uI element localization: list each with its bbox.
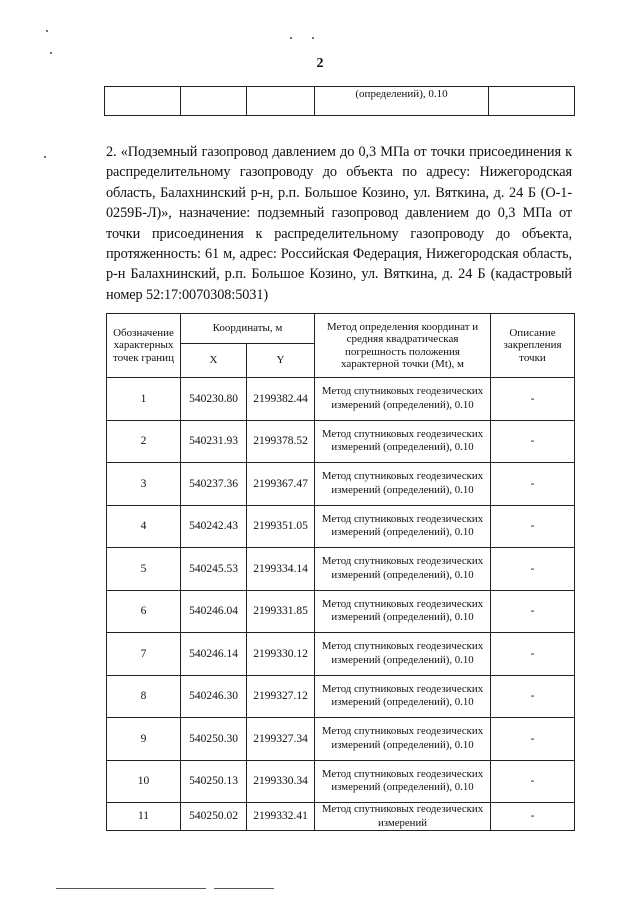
y-cell: 2199351.05 (247, 505, 315, 548)
table-row (107, 463, 575, 506)
header-point: Обозначение характерных точек границ (107, 314, 181, 378)
description-cell: - (491, 803, 575, 831)
description-cell: - (491, 590, 575, 633)
coordinates-table (106, 313, 575, 831)
point-cell: 11 (107, 803, 181, 831)
x-cell: 540231.93 (181, 420, 247, 463)
continuation-cell-description (489, 87, 575, 116)
page-number: 2 (316, 56, 324, 71)
description-cell: - (491, 463, 575, 506)
y-cell: 2199327.34 (247, 718, 315, 761)
scan-speck (50, 52, 52, 54)
point-cell: 4 (107, 505, 181, 548)
table-row (107, 803, 575, 831)
point-cell: 6 (107, 590, 181, 633)
method-cell: Метод спутниковых геодезических измерений (определений), 0.10 (315, 633, 491, 676)
table-row (107, 590, 575, 633)
x-cell: 540246.30 (181, 675, 247, 718)
y-cell: 2199382.44 (247, 378, 315, 421)
x-cell: 540246.14 (181, 633, 247, 676)
table-row (107, 675, 575, 718)
table-row (107, 505, 575, 548)
table-row (107, 548, 575, 591)
scan-speck (46, 30, 48, 32)
continuation-cell-x (181, 87, 247, 116)
y-cell: 2199327.12 (247, 675, 315, 718)
y-cell: 2199378.52 (247, 420, 315, 463)
scan-speck (44, 156, 46, 158)
header-coords: Координаты, м (181, 314, 315, 344)
point-cell: 8 (107, 675, 181, 718)
description-cell: - (491, 548, 575, 591)
header-method: Метод определения координат и средняя квадратическая погрешность положения характерной точки (Mt), м (315, 314, 491, 378)
method-cell: Метод спутниковых геодезических измерений (определений), 0.10 (315, 463, 491, 506)
x-cell: 540245.53 (181, 548, 247, 591)
header-y: Y (247, 344, 315, 378)
method-cell: Метод спутниковых геодезических измерений (определений), 0.10 (315, 505, 491, 548)
point-cell: 5 (107, 548, 181, 591)
scan-speck (312, 37, 314, 39)
point-cell: 10 (107, 760, 181, 803)
y-cell: 2199332.41 (247, 803, 315, 831)
footer-line (214, 888, 274, 889)
header-description: Описание закрепления точки (491, 314, 575, 378)
method-cell: Метод спутниковых геодезических измерений (определений), 0.10 (315, 590, 491, 633)
point-cell: 3 (107, 463, 181, 506)
x-cell: 540242.43 (181, 505, 247, 548)
header-x: X (181, 344, 247, 378)
x-cell: 540250.02 (181, 803, 247, 831)
method-cell: Метод спутниковых геодезических измерений (определений), 0.10 (315, 718, 491, 761)
y-cell: 2199367.47 (247, 463, 315, 506)
description-cell: - (491, 760, 575, 803)
table-row (107, 718, 575, 761)
point-cell: 1 (107, 378, 181, 421)
table-row (107, 633, 575, 676)
description-cell: - (491, 420, 575, 463)
y-cell: 2199330.34 (247, 760, 315, 803)
footer-line (56, 888, 206, 889)
description-cell: - (491, 505, 575, 548)
method-cell: Метод спутниковых геодезических измерений (определений), 0.10 (315, 760, 491, 803)
point-cell: 2 (107, 420, 181, 463)
continuation-row (105, 87, 575, 116)
point-cell: 7 (107, 633, 181, 676)
method-cell: Метод спутниковых геодезических измерений (определений), 0.10 (315, 548, 491, 591)
table-row (107, 420, 575, 463)
method-cell: Метод спутниковых геодезических измерений (315, 803, 491, 831)
method-cell: Метод спутниковых геодезических измерений (определений), 0.10 (315, 675, 491, 718)
y-cell: 2199331.85 (247, 590, 315, 633)
x-cell: 540237.36 (181, 463, 247, 506)
continuation-cell-point (105, 87, 181, 116)
y-cell: 2199334.14 (247, 548, 315, 591)
object-description-paragraph: 2. «Подземный газопровод давлением до 0,3 МПа от точки присоединения к распределительному газопроводу до объекта по адресу: Нижегородская область, Балахнинский р-н, р.п. Большое Козино, ул. Вяткина, д. 24 Б (О-1-0259Б-Л)», назначение: подземный газопровод давлением до 0,3 МПа от точки присоединения к распределительному газопроводу до объекта, протяженность: 61 м, адрес: Российская Федерация, Нижегородская область, р-н Балахнинский, р.п. Большое Козино, ул. Вяткина, д. 24 Б (кадастровый номер 52:17:0070308:5031) (106, 144, 572, 303)
description-cell: - (491, 633, 575, 676)
method-cell: Метод спутниковых геодезических измерений (определений), 0.10 (315, 378, 491, 421)
table-row (107, 760, 575, 803)
method-cell: Метод спутниковых геодезических измерений (определений), 0.10 (315, 420, 491, 463)
scan-speck (290, 37, 292, 39)
x-cell: 540246.04 (181, 590, 247, 633)
y-cell: 2199330.12 (247, 633, 315, 676)
description-cell: - (491, 378, 575, 421)
x-cell: 540250.13 (181, 760, 247, 803)
point-cell: 9 (107, 718, 181, 761)
table-row (107, 378, 575, 421)
x-cell: 540230.80 (181, 378, 247, 421)
description-cell: - (491, 675, 575, 718)
continuation-table (104, 86, 575, 116)
continuation-cell-y (247, 87, 315, 116)
continuation-cell-method: (определений), 0.10 (315, 87, 489, 116)
x-cell: 540250.30 (181, 718, 247, 761)
description-cell: - (491, 718, 575, 761)
